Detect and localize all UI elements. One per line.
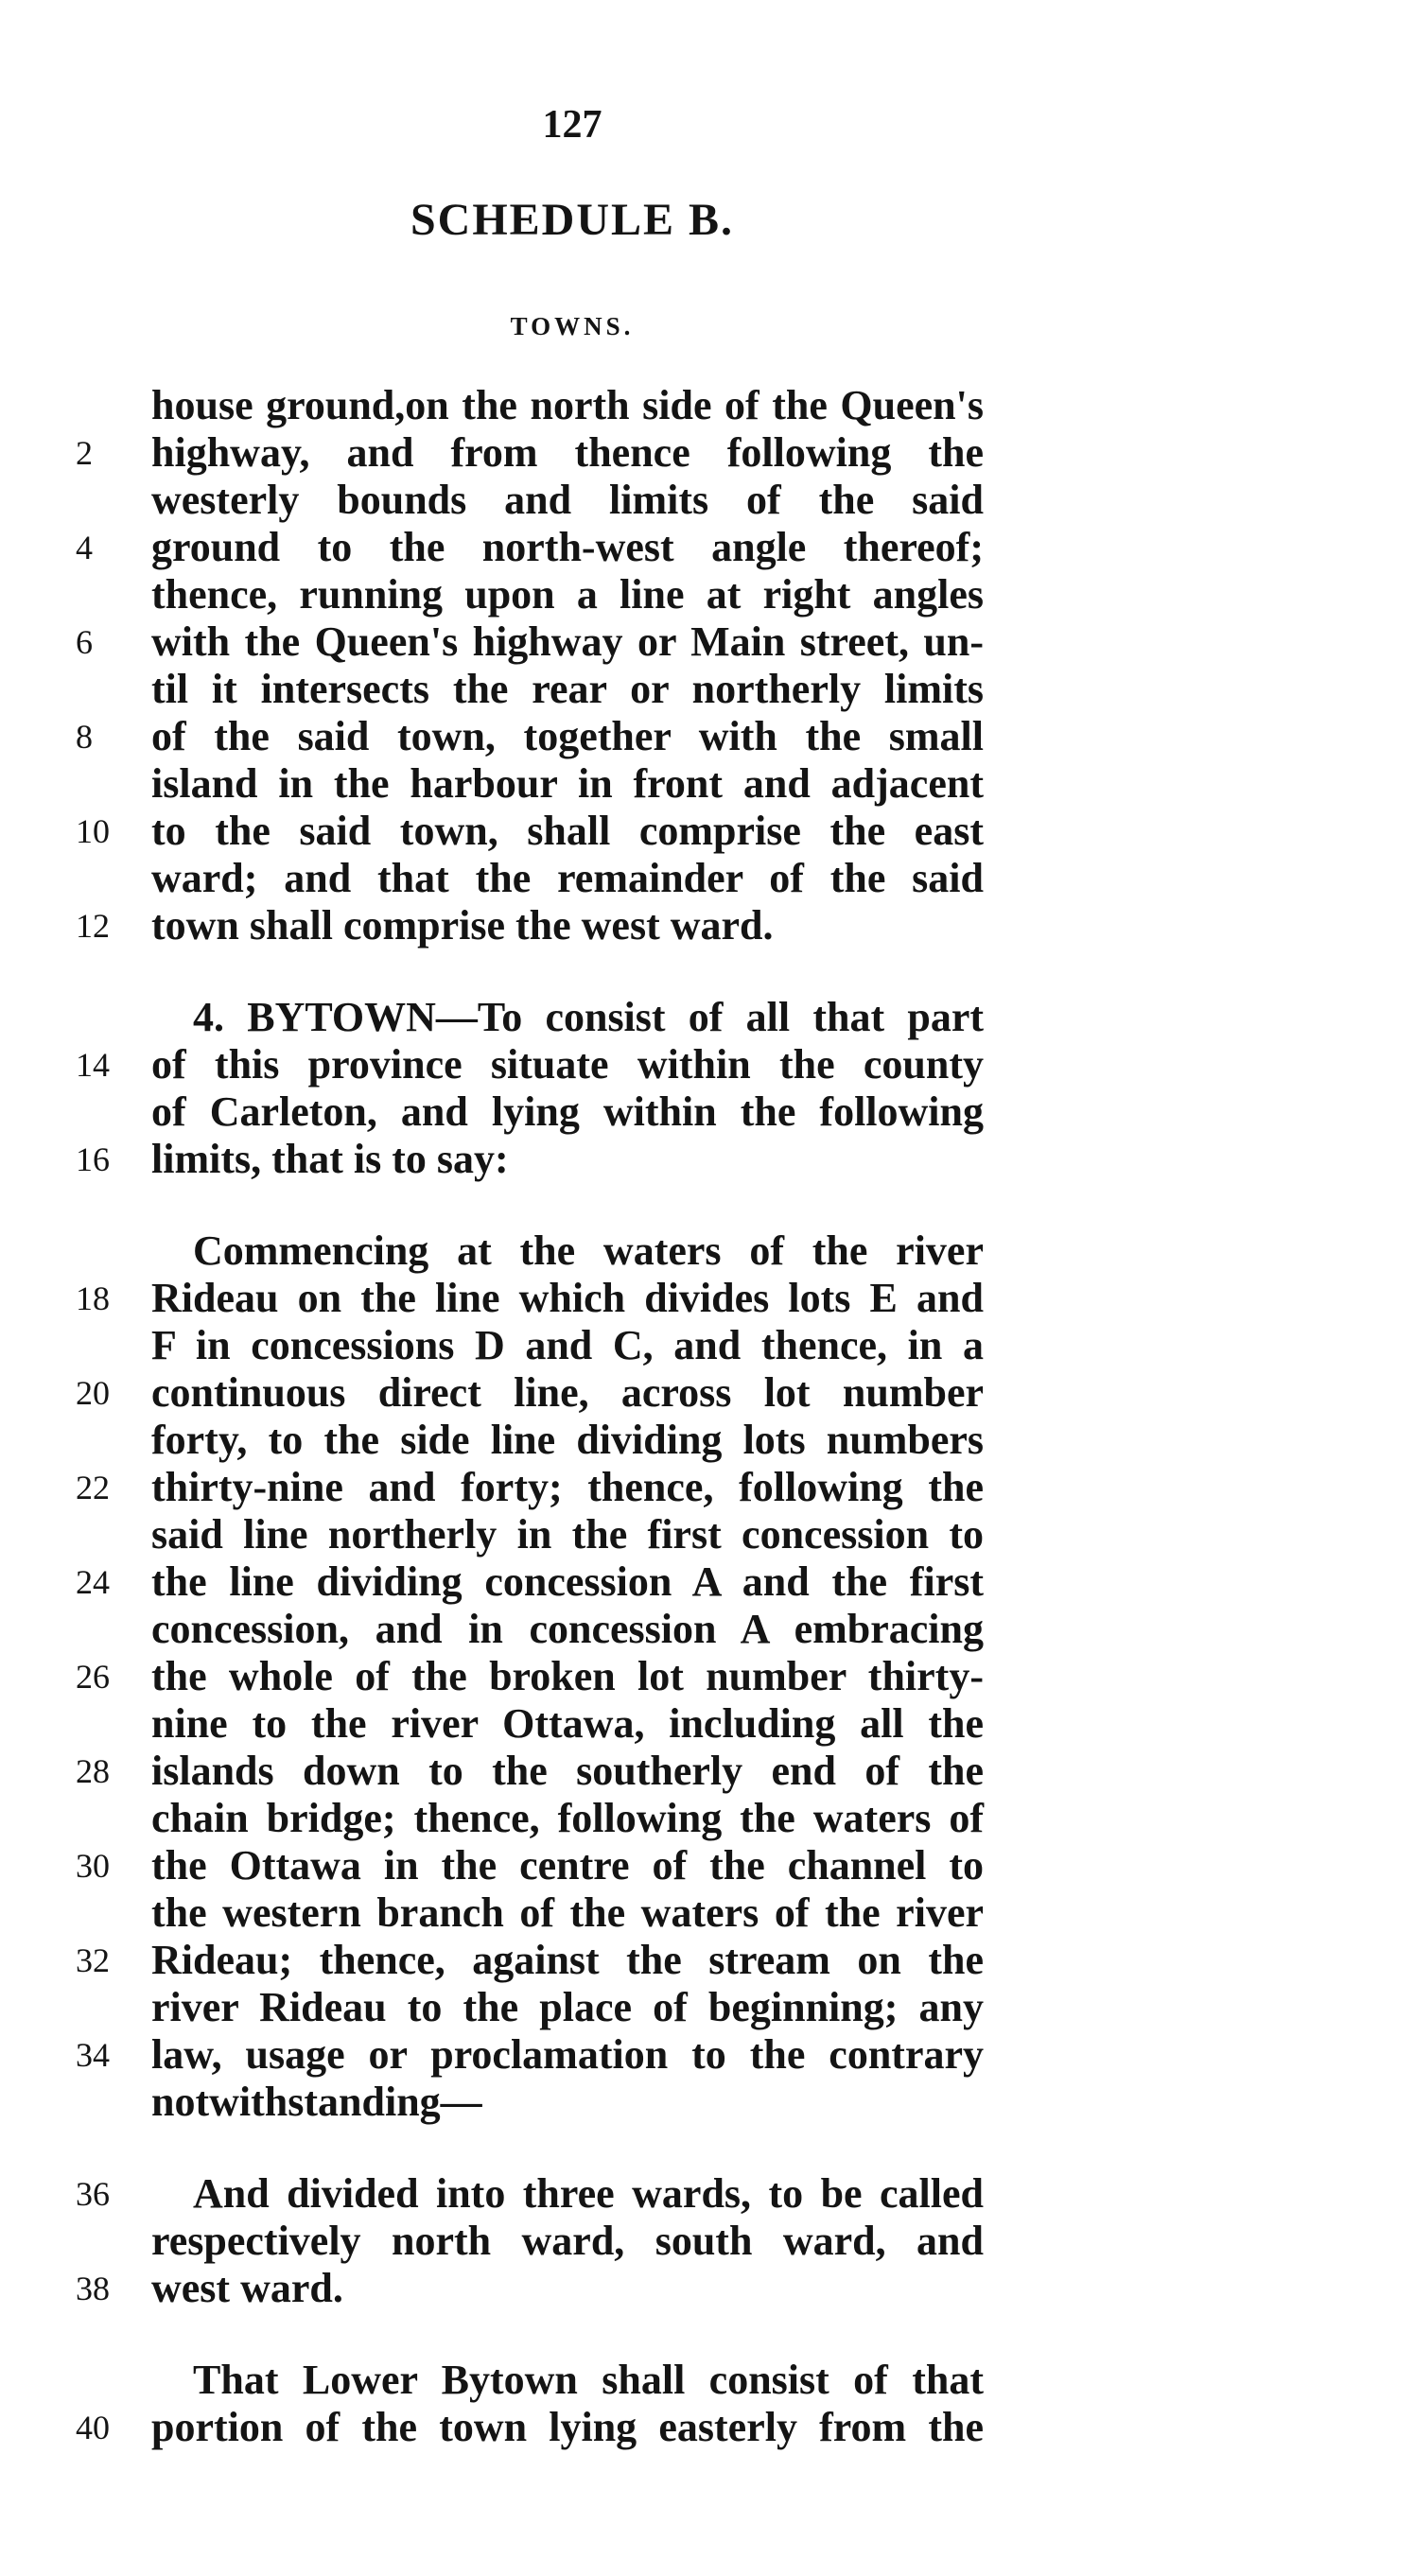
- text-line: [76, 760, 984, 808]
- line-text: the western branch of the waters of the river: [151, 1889, 984, 1936]
- text-line: [76, 2079, 984, 2126]
- text-line: [76, 1889, 984, 1937]
- text-line: [76, 1511, 984, 1558]
- line-text: Rideau; thence, against the stream on the: [151, 1937, 984, 1983]
- text-line: [76, 1653, 984, 1700]
- line-text: island in the harbour in front and adjacent: [151, 760, 984, 807]
- line-number: 2: [76, 434, 93, 472]
- text-line: [76, 902, 984, 949]
- text-line: [76, 1700, 984, 1748]
- text-line: [76, 855, 984, 902]
- text-line: [76, 1041, 984, 1088]
- section-heading: TOWNS.: [510, 312, 635, 340]
- line-number: 24: [76, 1563, 110, 1601]
- text-line: [76, 1417, 984, 1464]
- text-line: [76, 1937, 984, 1984]
- line-text: of the said town, together with the small: [151, 713, 984, 759]
- text-line: [76, 2170, 984, 2218]
- line-number: 32: [76, 1941, 110, 1979]
- text-line: [76, 2357, 984, 2404]
- text-line: [76, 1795, 984, 1842]
- text-line: [76, 2404, 984, 2451]
- text-line: [76, 1984, 984, 2031]
- text-line: [76, 994, 984, 1041]
- text-line: [76, 524, 984, 571]
- text-line: [76, 477, 984, 524]
- text-line: [76, 666, 984, 713]
- line-text: said line northerly in the first concession to: [151, 1511, 984, 1558]
- text-line: [76, 1227, 984, 1275]
- line-text: the line dividing concession A and the first: [151, 1558, 984, 1605]
- line-number: 22: [76, 1469, 110, 1506]
- line-text: F in concessions D and C, and thence, in a: [151, 1322, 984, 1368]
- text-line: [76, 1748, 984, 1795]
- line-text: of this province situate within the county: [151, 1041, 984, 1088]
- line-number: 14: [76, 1046, 110, 1084]
- line-text: ward; and that the remainder of the said: [151, 855, 984, 901]
- text-line: [76, 1464, 984, 1511]
- line-number: 28: [76, 1752, 110, 1790]
- line-text: nine to the river Ottawa, including all the: [151, 1700, 984, 1747]
- paragraph-gap: [76, 949, 984, 994]
- text-line: [76, 1558, 984, 1606]
- text-line: [76, 2218, 984, 2265]
- line-number: 12: [76, 907, 110, 945]
- paragraph: [76, 994, 984, 1183]
- line-text: the Ottawa in the centre of the channel to: [151, 1842, 984, 1888]
- text-line: [76, 571, 984, 618]
- line-text: forty, to the side line dividing lots numbers: [151, 1417, 984, 1463]
- text-line: [76, 429, 984, 477]
- text-line: [76, 1606, 984, 1653]
- page-number: 127: [542, 103, 602, 147]
- line-text: That Lower Bytown shall consist of that: [193, 2357, 984, 2403]
- line-number: 30: [76, 1847, 110, 1885]
- line-number: 8: [76, 718, 93, 756]
- text-line: [76, 808, 984, 855]
- line-text: Commencing at the waters of the river: [193, 1227, 984, 1274]
- line-text: 4. BYTOWN—To consist of all that part: [193, 994, 984, 1040]
- line-number: 34: [76, 2036, 110, 2074]
- line-number: 16: [76, 1140, 110, 1178]
- text-line: [76, 1322, 984, 1369]
- text-line: [76, 618, 984, 666]
- line-number: 26: [76, 1658, 110, 1696]
- body-text: [76, 382, 984, 2451]
- schedule-title: SCHEDULE B.: [410, 195, 735, 245]
- text-line: [76, 1369, 984, 1417]
- line-text: highway, and from thence following the: [151, 429, 984, 476]
- line-number: 10: [76, 812, 110, 850]
- line-number: 20: [76, 1374, 110, 1412]
- line-text: And divided into three wards, to be called: [193, 2170, 984, 2217]
- paragraph: [76, 1227, 984, 2126]
- paragraph-gap: [76, 2126, 984, 2170]
- line-text: Rideau on the line which divides lots E and: [151, 1275, 984, 1321]
- line-text: town shall comprise the west ward.: [151, 902, 774, 949]
- line-text: notwithstanding—: [151, 2079, 482, 2125]
- line-text: limits, that is to say:: [151, 1136, 509, 1182]
- paragraph: [76, 2170, 984, 2312]
- line-number: 40: [76, 2409, 110, 2446]
- line-text: to the said town, shall comprise the east: [151, 808, 984, 854]
- line-number: 6: [76, 623, 93, 661]
- text-line: [76, 2265, 984, 2312]
- line-text: westerly bounds and limits of the said: [151, 477, 984, 523]
- line-number: 18: [76, 1279, 110, 1317]
- text-line: [76, 1088, 984, 1136]
- line-text: the whole of the broken lot number thirty-: [151, 1653, 984, 1699]
- text-line: [76, 1136, 984, 1183]
- line-text: thirty-nine and forty; thence, following the: [151, 1464, 984, 1510]
- line-text: islands down to the southerly end of the: [151, 1748, 984, 1794]
- text-line: [76, 382, 984, 429]
- paragraph-gap: [76, 2312, 984, 2357]
- text-line: [76, 713, 984, 760]
- line-text: west ward.: [151, 2265, 343, 2311]
- line-text: respectively north ward, south ward, and: [151, 2218, 984, 2264]
- line-number: 36: [76, 2175, 110, 2213]
- line-text: chain bridge; thence, following the waters of: [151, 1795, 984, 1841]
- line-text: concession, and in concession A embracing: [151, 1606, 984, 1652]
- text-line: [76, 1842, 984, 1889]
- line-text: law, usage or proclamation to the contrary: [151, 2031, 984, 2078]
- paragraph: [76, 2357, 984, 2451]
- line-text: house ground,on the north side of the Queen's: [151, 382, 984, 428]
- paragraph-gap: [76, 1183, 984, 1227]
- line-text: portion of the town lying easterly from the: [151, 2404, 984, 2450]
- line-text: til it intersects the rear or northerly limits: [151, 666, 984, 712]
- line-text: river Rideau to the place of beginning; any: [151, 1984, 984, 2030]
- line-number: 38: [76, 2270, 110, 2307]
- line-text: of Carleton, and lying within the following: [151, 1088, 984, 1135]
- line-text: thence, running upon a line at right angles: [151, 571, 984, 618]
- line-number: 4: [76, 529, 93, 566]
- line-text: with the Queen's highway or Main street, un-: [151, 618, 984, 665]
- paragraph: [76, 382, 984, 949]
- line-text: ground to the north-west angle thereof;: [151, 524, 984, 570]
- line-text: continuous direct line, across lot number: [151, 1369, 984, 1416]
- text-line: [76, 1275, 984, 1322]
- text-line: [76, 2031, 984, 2079]
